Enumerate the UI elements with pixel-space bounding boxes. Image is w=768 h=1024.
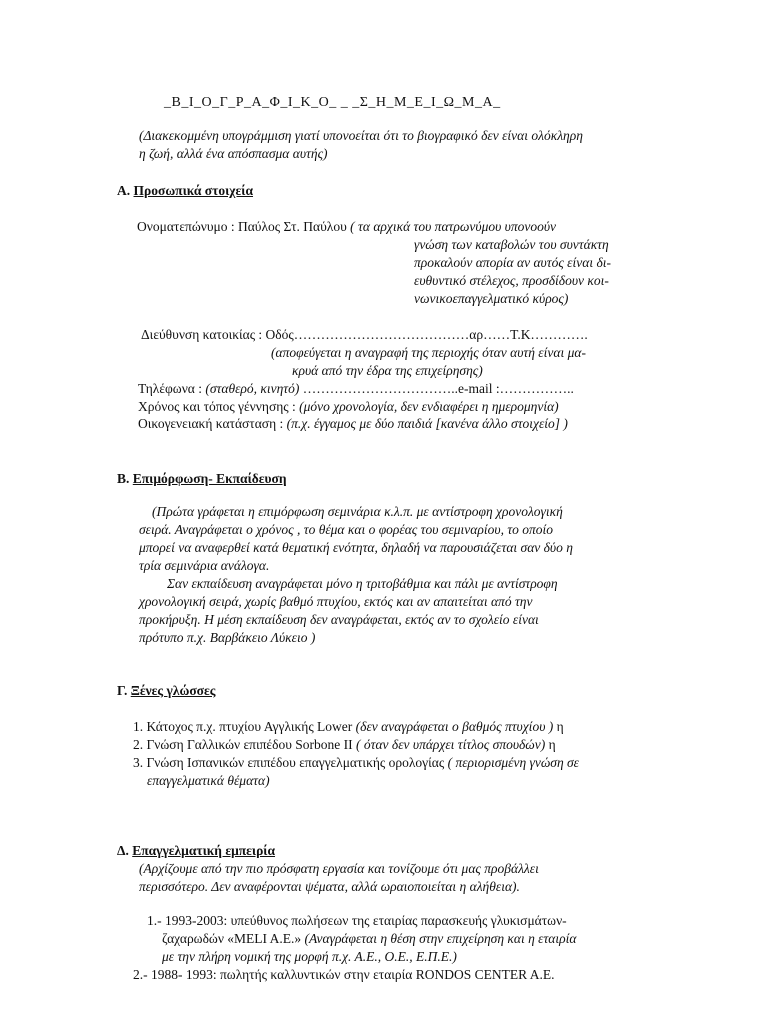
section-d-heading: [117, 842, 275, 860]
section-a-letter: Α.: [117, 183, 131, 198]
education-para1-line: (Πρώτα γράφεται η επιμόρφωση σεμινάρια κ.λ.π. με αντίστροφη χρονολογική: [152, 504, 563, 519]
name-label: Ονοματεπώνυμο : Παύλος Στ. Παύλου: [137, 219, 347, 234]
phone-label: Τηλέφωνα :: [138, 381, 202, 396]
title-note-line: (Διακεκομμένη υπογράμμιση γιατί υπονοείται ότι το βιογραφικό δεν είναι ολόκληρη: [139, 128, 583, 143]
language-item-text: Γνώση Γαλλικών επιπέδου Sorbone II: [146, 737, 353, 752]
address-field: Διεύθυνση κατοικίας : Οδός…………………………………αρ……Τ.Κ………….: [141, 327, 588, 342]
address-note-line: (αποφεύγεται η αναγραφή της περιοχής όταν αυτή είναι μα-: [271, 345, 586, 360]
language-item-note: ( όταν δεν υπάρχει τίτλος σπουδών): [356, 737, 546, 752]
section-b-heading: [117, 470, 287, 488]
education-para1-line: τρία σεμινάρια ανάλογα.: [139, 558, 270, 573]
section-c-heading: [117, 682, 215, 700]
experience-item-note: (Αναγράφεται η θέση στην επιχείρηση και η εταιρία: [304, 931, 577, 946]
family-label: Οικογενειακή κατάσταση :: [138, 416, 284, 431]
name-note-line: προκαλούν απορία αν αυτός είναι δι-: [414, 255, 611, 270]
title-note: [139, 127, 583, 163]
address-note-line: κρυά από την έδρα της επιχείρησης): [292, 363, 483, 378]
language-item-note: (δεν αναγράφεται ο βαθμός πτυχίου ): [355, 719, 554, 734]
section-a-heading: [117, 182, 253, 200]
document-title: _Β_Ι_Ο_Γ_Ρ_Α_Φ_Ι_Κ_Ο_ _ _Σ_Η_Μ_Ε_Ι_Ω_Μ_Α_: [164, 95, 501, 110]
education-para2-line: προκήρυξη. Η μέση εκπαίδευση δεν αναγράφεται, εκτός αν το σχολείο είναι: [139, 612, 539, 627]
section-d-letter: Δ.: [117, 843, 129, 858]
experience-item-number: 1.-: [147, 913, 162, 928]
education-para2-line: Σαν εκπαίδευση αναγράφεται μόνο η τριτοβάθμια και πάλι με αντίστροφη: [167, 576, 558, 591]
name-note-line: γνώση των καταβολών του συντάκτη: [414, 237, 609, 252]
section-b-title: Επιμόρφωση- Εκπαίδευση: [132, 471, 287, 486]
experience-item-text: 1993-2003: υπεύθυνος πωλήσεων της εταιρίας παρασκευής γλυκισμάτων-: [165, 913, 567, 928]
language-item-note-cont: επαγγελματικά θέματα): [147, 773, 270, 788]
phone-note: (σταθερό, κινητό): [205, 381, 300, 396]
birth-field: [138, 398, 559, 416]
name-field: [137, 218, 556, 236]
language-item-number: 1.: [133, 719, 144, 734]
experience-item: [133, 966, 555, 984]
experience-item-number: 2.-: [133, 967, 148, 982]
language-item: [133, 718, 564, 736]
experience-item-company: ζαχαρωδών «MELI A.E.»: [162, 931, 302, 946]
language-item-note: ( περιορισμένη γνώση σε: [447, 755, 579, 770]
experience-item-cont: [162, 930, 576, 948]
language-item-text: Κάτοχος π.χ. πτυχίου Αγγλικής Lower: [146, 719, 353, 734]
language-item-number: 2.: [133, 737, 144, 752]
education-para1-line: σειρά. Αναγράφεται ο χρόνος , το θέμα και ο φορέας του σεμιναρίου, το οποίο: [139, 522, 554, 537]
name-note-first: ( τα αρχικά του πατρωνύμου υπονοούν: [350, 219, 557, 234]
name-note-line: νωνικοεπαγγελματικό κύρος): [414, 291, 569, 306]
birth-note: (μόνο χρονολογία, δεν ενδιαφέρει η ημερομηνία): [299, 399, 559, 414]
section-d-title: Επαγγελματική εμπειρία: [132, 843, 276, 858]
language-item: [133, 754, 579, 772]
education-para1-line: μπορεί να αναφερθεί κατά θεματική ενότητα, δηλαδή να παρουσιάζεται σαν δύο η: [139, 540, 573, 555]
language-item: [133, 736, 556, 754]
family-note: (π.χ. έγγαμος με δύο παιδιά [κανένα άλλο στοιχείο] ): [286, 416, 568, 431]
language-item-text: Γνώση Ισπανικών επιπέδου επαγγελματικής ορολογίας: [146, 755, 445, 770]
title-note-line: η ζωή, αλλά ένα απόσπασμα αυτής): [139, 146, 328, 161]
experience-intro-line: περισσότερο. Δεν αναφέρονται ψέματα, αλλά ωραιοποιείται η αλήθεια).: [139, 879, 520, 894]
section-c-letter: Γ.: [117, 683, 128, 698]
phone-field: [138, 380, 574, 398]
phone-dots: ……………………………..e-mail :……………..: [302, 381, 574, 396]
section-b-letter: Β.: [117, 471, 130, 486]
birth-label: Χρόνος και τόπος γέννησης :: [138, 399, 296, 414]
education-para2-line: χρονολογική σειρά, χωρίς βαθμό πτυχίου, εκτός και αν απαιτείται από την: [139, 594, 533, 609]
section-a-title: Προσωπικά στοιχεία: [133, 183, 254, 198]
name-note-line: ευθυντικό στέλεχος, προσδίδουν κοι-: [414, 273, 609, 288]
language-item-number: 3.: [133, 755, 144, 770]
section-c-title: Ξένες γλώσσες: [130, 683, 216, 698]
family-field: [138, 415, 568, 433]
experience-intro-line: (Αρχίζουμε από την πιο πρόσφατη εργασία και τονίζουμε ότι μας προβάλλει: [139, 861, 539, 876]
experience-item-text: 1988- 1993: πωλητής καλλυντικών στην εταιρία RONDOS CENTER A.E.: [151, 967, 555, 982]
experience-item: [147, 912, 567, 930]
name-note-cont: [414, 236, 611, 308]
language-item-tail: η: [545, 737, 556, 752]
language-item-tail: η: [553, 719, 564, 734]
experience-item-note-cont: με την πλήρη νομική της μορφή π.χ. Α.Ε., Ο.Ε., Ε.Π.Ε.): [162, 949, 457, 964]
education-para2-line: πρότυπο π.χ. Βαρβάκειο Λύκειο ): [139, 630, 316, 645]
